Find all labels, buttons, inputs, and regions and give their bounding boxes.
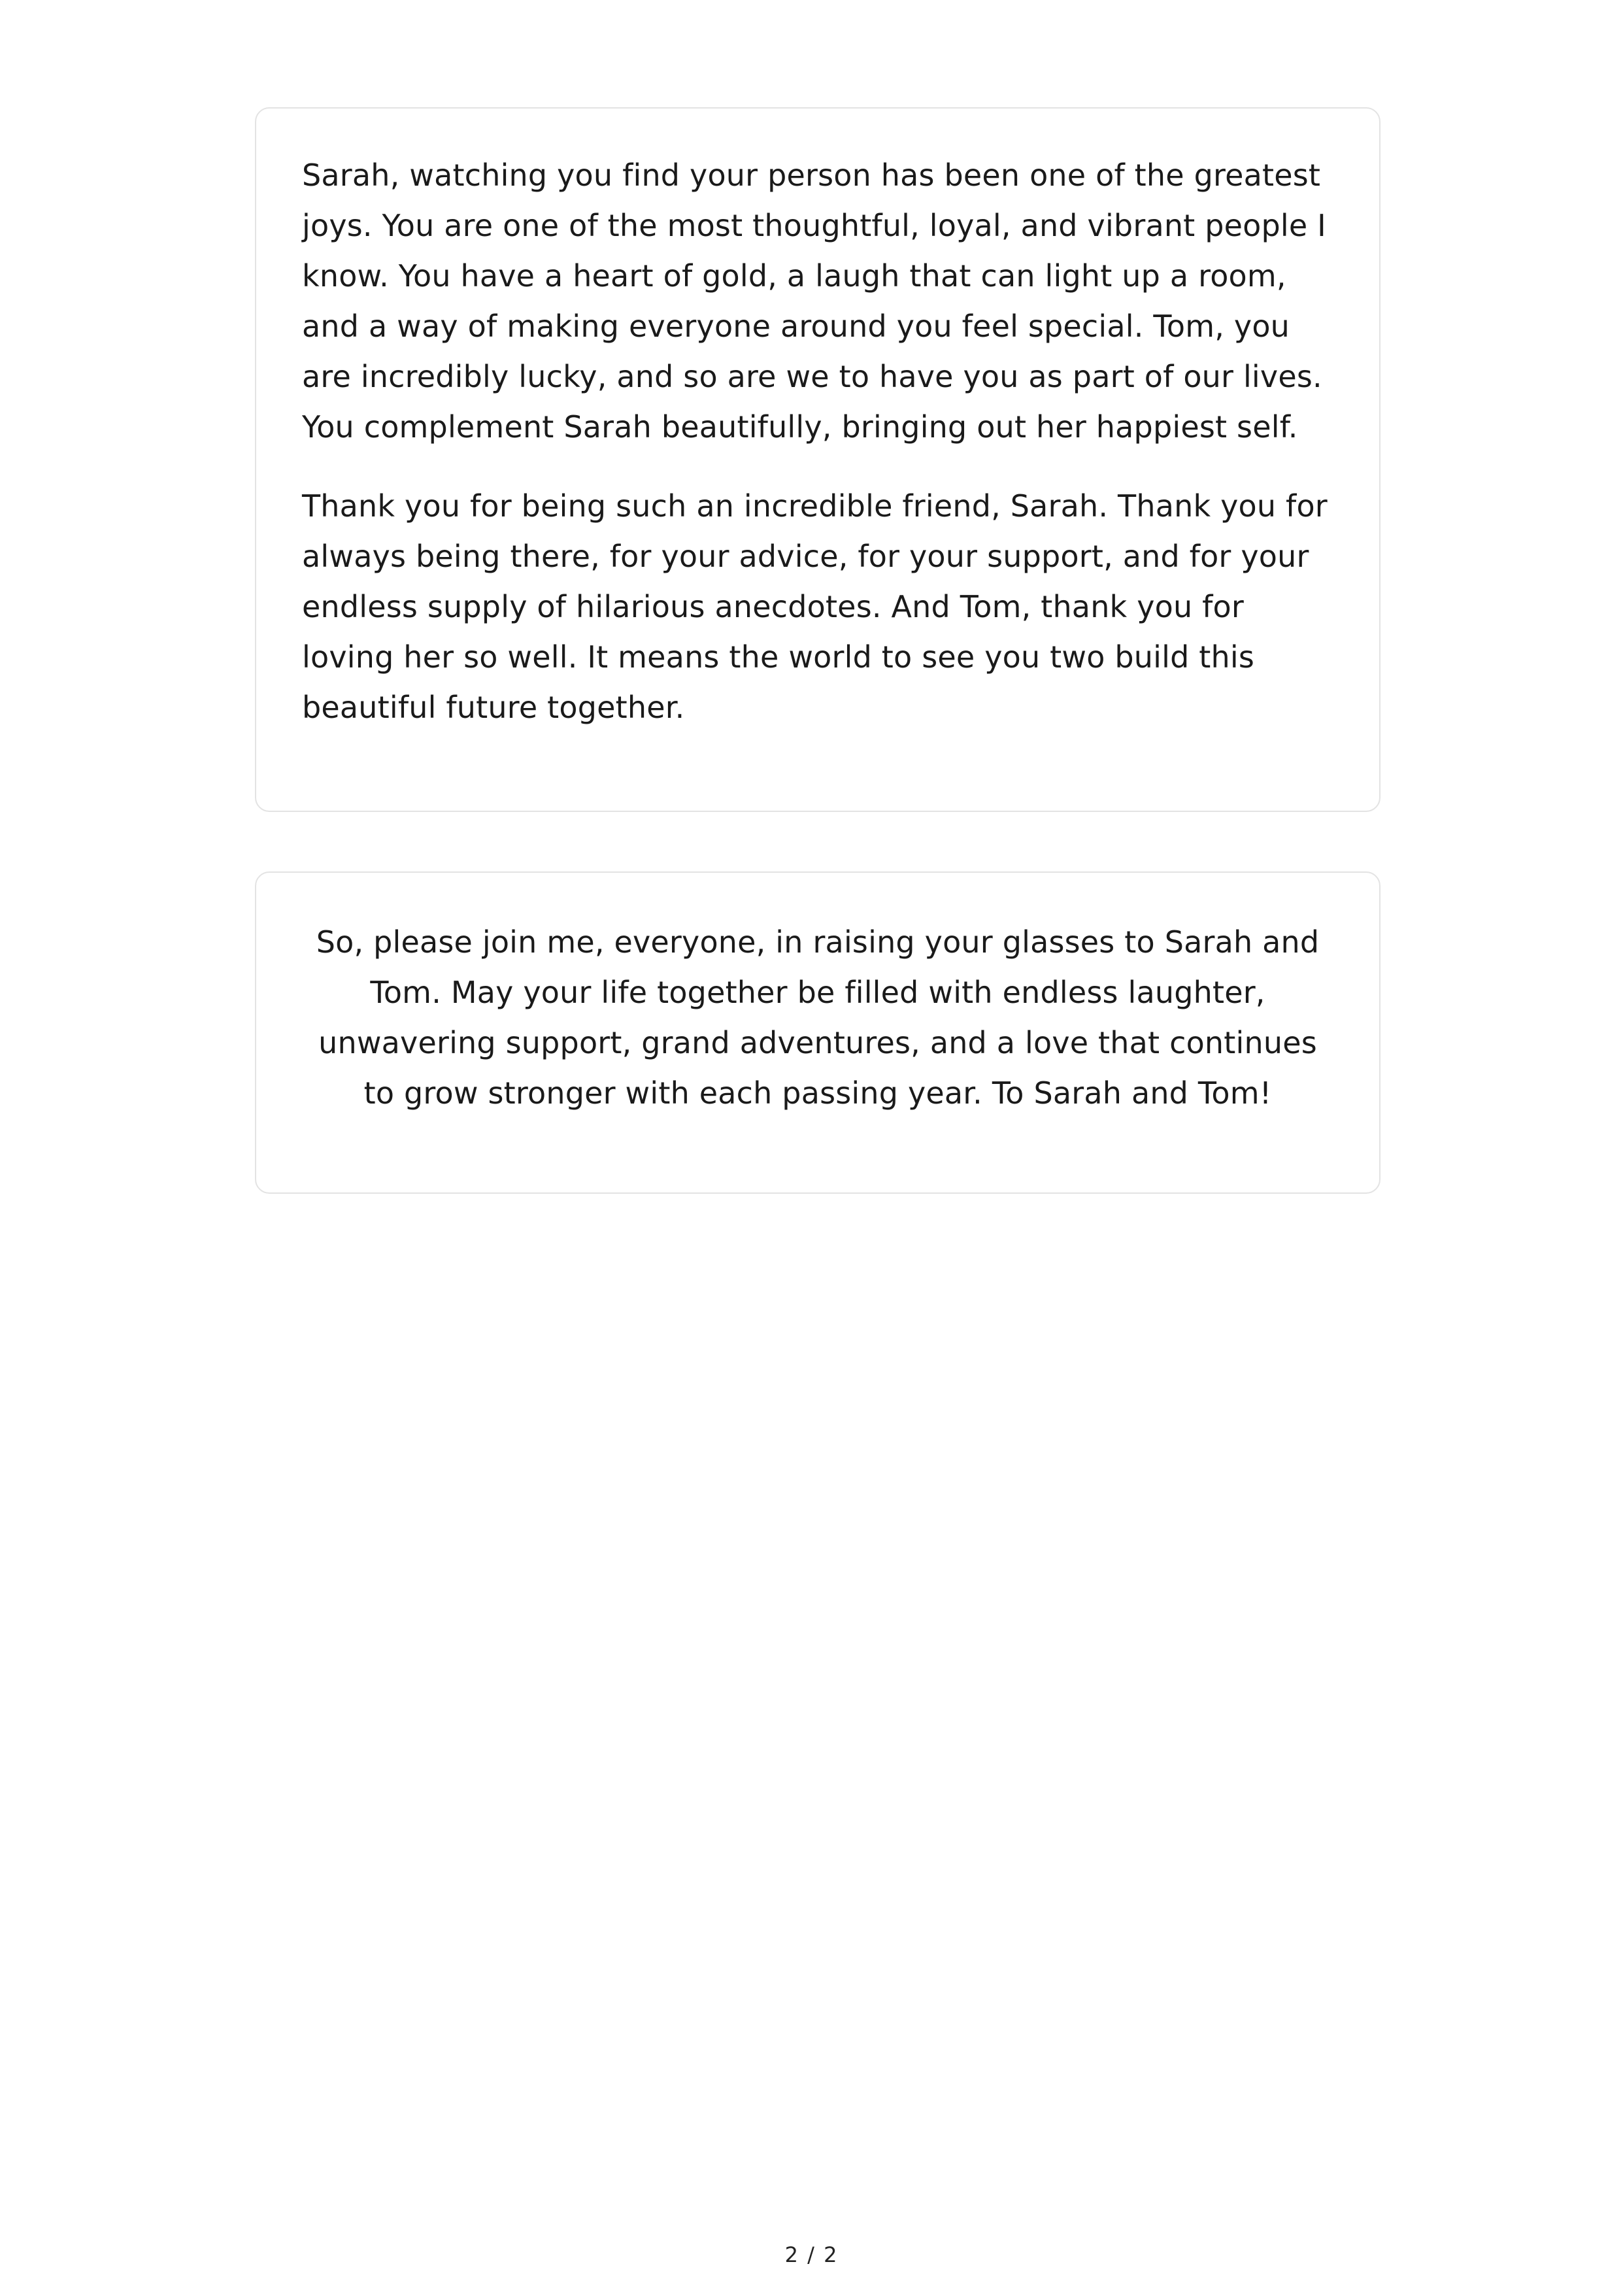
- closing-card: [255, 871, 1380, 1194]
- toast-paragraph: Sarah, watching you find your person has been one of the greatest joys. You are one of the most thoughtful, loyal, and vibrant people I know. You have a heart of gold, a laugh that can light up a room, and a way of making everyone around you feel special. Tom, you are incredibly lucky, and so are we to have you as part of our lives. You complement Sarah beautifully, bringing out her happiest self.: [302, 158, 1326, 445]
- page-number: 2 / 2: [784, 2242, 839, 2267]
- toast-card: [255, 107, 1380, 812]
- toast-paragraph: Thank you for being such an incredible friend, Sarah. Thank you for always being there, for your advice, for your support, and for your endless supply of hilarious anecdotes. And Tom, thank you for loving her so well. It means the world to see you two build this beautiful future together.: [302, 488, 1328, 725]
- closing-paragraph: So, please join me, everyone, in raising your glasses to Sarah and Tom. May your life together be filled with endless laughter, unwavering support, grand adventures, and a love that continues to grow stronger with each passing year. To Sarah and Tom!: [316, 924, 1320, 1111]
